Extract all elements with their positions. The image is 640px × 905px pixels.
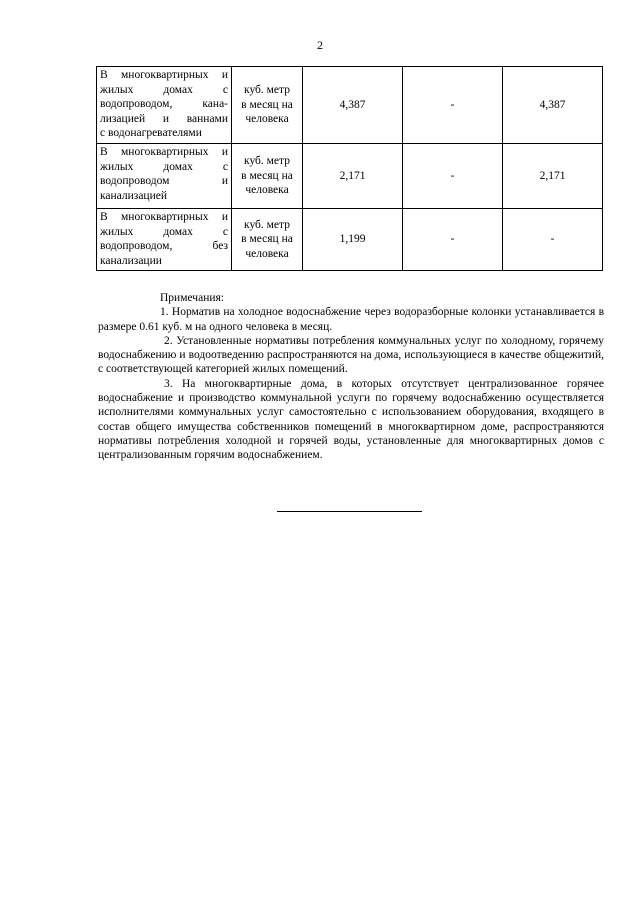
note-item-2: 2. Установленные нормативы потребления коммунальных услуг по холодному, горячему водоснабжению и водоотведению распространяются на дома, использующиеся в качестве общежитий, с соответствующей категорией жилых помещений.	[98, 334, 604, 376]
page-number: 2	[317, 38, 323, 52]
housing-type-cell	[97, 144, 232, 209]
note-item-1: 1. Норматив на холодное водоснабжение через водоразборные колонки устанавливается в размере 0.61 куб. м на одного человека в месяц.	[98, 306, 604, 333]
unit-line: человека	[245, 184, 289, 197]
housing-type-line: жилых домах с	[100, 160, 228, 173]
unit-line: куб. метр	[244, 218, 290, 231]
notes-heading: Примечания:	[160, 292, 224, 304]
norm-value-cell-2: -	[403, 67, 503, 144]
housing-type-line: жилых домах с	[100, 225, 228, 238]
housing-type-line: В многоквартирных и	[100, 211, 228, 223]
end-rule	[277, 511, 422, 512]
unit-line: в месяц на	[241, 169, 293, 182]
housing-type-cell	[97, 67, 232, 144]
norm-value-cell-3: 2,171	[503, 144, 603, 209]
housing-type-line: жилых домах с	[100, 83, 228, 96]
housing-type-line: канализацией	[100, 189, 167, 202]
housing-type-line: водопроводом и	[100, 175, 228, 187]
housing-type-line: лизацией и ваннами	[100, 112, 228, 125]
table-row	[97, 144, 603, 209]
unit-line: в месяц на	[241, 98, 293, 111]
norm-value-cell-2: -	[403, 144, 503, 209]
housing-type-line: с водонагревателями	[100, 127, 202, 139]
table-row	[97, 209, 603, 271]
norm-value-cell-3: -	[503, 209, 603, 271]
norm-value-cell-3: 4,387	[503, 67, 603, 144]
housing-type-line: водопроводом, без	[100, 240, 228, 252]
unit-cell	[232, 144, 303, 209]
norm-value-cell-1: 2,171	[303, 144, 403, 209]
unit-line: человека	[245, 247, 289, 260]
notes-section	[98, 291, 604, 463]
norm-value-cell-2: -	[403, 209, 503, 271]
table-row	[97, 67, 603, 144]
norm-value-cell-1: 1,199	[303, 209, 403, 271]
unit-cell	[232, 209, 303, 271]
housing-type-line: канализации	[100, 254, 162, 267]
housing-type-line: водопроводом, кана-	[100, 98, 228, 110]
unit-line: куб. метр	[244, 84, 290, 97]
housing-type-cell	[97, 209, 232, 271]
unit-line: человека	[245, 113, 289, 126]
norm-value-cell-1: 4,387	[303, 67, 403, 144]
housing-type-line: В многоквартирных и	[100, 146, 228, 158]
housing-type-line: В многоквартирных и	[100, 69, 228, 81]
unit-cell	[232, 67, 303, 144]
unit-line: в месяц на	[241, 233, 293, 246]
unit-line: куб. метр	[244, 155, 290, 168]
note-item-3: 3. На многоквартирные дома, в которых отсутствует централизованное горячее водоснабжение и производство коммунальной услуги по горячему водоснабжению осуществляется исполнителями коммунальных услуг самостоятельно с использованием оборудования, входящего в состав общего имущества собственников помещений в многоквартирном доме, распространяются нормативы потребления холодной и горячей воды, установленные для многоквартирных домов с централизованным горячим водоснабжением.	[98, 377, 604, 462]
norms-table	[96, 66, 603, 271]
